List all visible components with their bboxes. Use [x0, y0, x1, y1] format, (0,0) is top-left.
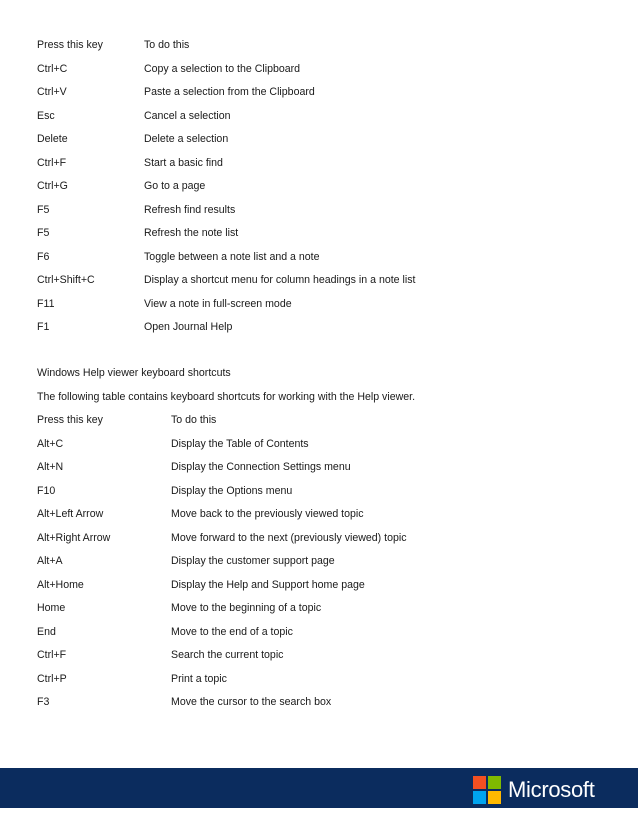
shortcut-description: Display the customer support page	[171, 555, 335, 567]
shortcut-description: Go to a page	[144, 180, 206, 192]
shortcut-key: Alt+A	[37, 555, 63, 567]
shortcut-key: Alt+Home	[37, 578, 84, 591]
column-header-key: Press this key	[37, 414, 103, 426]
column-header-action: To do this	[171, 414, 217, 426]
shortcut-key: Home	[37, 602, 66, 614]
shortcut-key: F5	[37, 203, 50, 216]
shortcut-key: F11	[37, 297, 55, 310]
shortcut-key: Ctrl+F	[37, 156, 67, 169]
shortcut-key: Esc	[37, 109, 55, 122]
shortcut-description: Copy a selection to the Clipboard	[144, 62, 301, 75]
column-header-action: To do this	[144, 39, 190, 51]
shortcut-key: Alt+C	[37, 437, 64, 450]
shortcut-key: Ctrl+V	[37, 86, 67, 98]
shortcut-key: Alt+N	[37, 461, 64, 473]
shortcut-description: Search the current topic	[171, 649, 284, 661]
shortcut-description: Display the Connection Settings menu	[171, 461, 351, 473]
shortcut-description: Move forward to the next (previously viewed) topic	[171, 531, 407, 544]
shortcut-description: Print a topic	[171, 672, 227, 685]
shortcut-key: Ctrl+G	[37, 180, 68, 192]
shortcut-description: Move to the beginning of a topic	[171, 602, 322, 614]
shortcut-key: Ctrl+F	[37, 649, 67, 661]
shortcut-key: Delete	[37, 133, 68, 145]
shortcut-description: Delete a selection	[144, 133, 229, 145]
shortcut-description: Move to the end of a topic	[171, 625, 293, 638]
shortcut-key: End	[37, 625, 56, 638]
shortcut-description: Paste a selection from the Clipboard	[144, 86, 315, 98]
shortcut-description: Display the Table of Contents	[171, 437, 309, 450]
shortcut-description: Display the Help and Support home page	[171, 578, 365, 591]
shortcut-description: Cancel a selection	[144, 109, 231, 122]
shortcut-key: Alt+Left Arrow	[37, 508, 104, 520]
shortcut-description: Toggle between a note list and a note	[144, 250, 320, 263]
shortcut-key: Ctrl+Shift+C	[37, 274, 95, 286]
shortcut-key: F10	[37, 484, 56, 497]
brand-name: Microsoft	[508, 777, 595, 802]
shortcut-key: Alt+Right Arrow	[37, 531, 111, 544]
section-intro: The following table contains keyboard shortcuts for working with the Help viewer.	[37, 391, 416, 403]
shortcut-description: Move the cursor to the search box	[171, 696, 332, 708]
shortcut-description: View a note in full-screen mode	[144, 297, 292, 310]
shortcut-description: Move back to the previously viewed topic	[171, 508, 364, 520]
shortcut-description: Refresh find results	[144, 203, 236, 216]
column-header-key: Press this key	[37, 39, 103, 51]
shortcut-key: Ctrl+P	[37, 672, 67, 685]
shortcut-key: F5	[37, 227, 50, 239]
shortcut-description: Display a shortcut menu for column headings in a note list	[144, 274, 416, 286]
shortcut-description: Open Journal Help	[144, 321, 233, 333]
shortcut-description: Start a basic find	[144, 156, 223, 169]
shortcut-key: F6	[37, 250, 50, 263]
section-heading: Windows Help viewer keyboard shortcuts	[37, 367, 231, 379]
shortcut-key: F3	[37, 696, 50, 708]
shortcut-key: F1	[37, 321, 50, 333]
shortcut-description: Display the Options menu	[171, 484, 293, 497]
microsoft-logo-icon	[473, 776, 501, 804]
shortcut-key: Ctrl+C	[37, 62, 68, 75]
shortcut-description: Refresh the note list	[144, 227, 239, 239]
